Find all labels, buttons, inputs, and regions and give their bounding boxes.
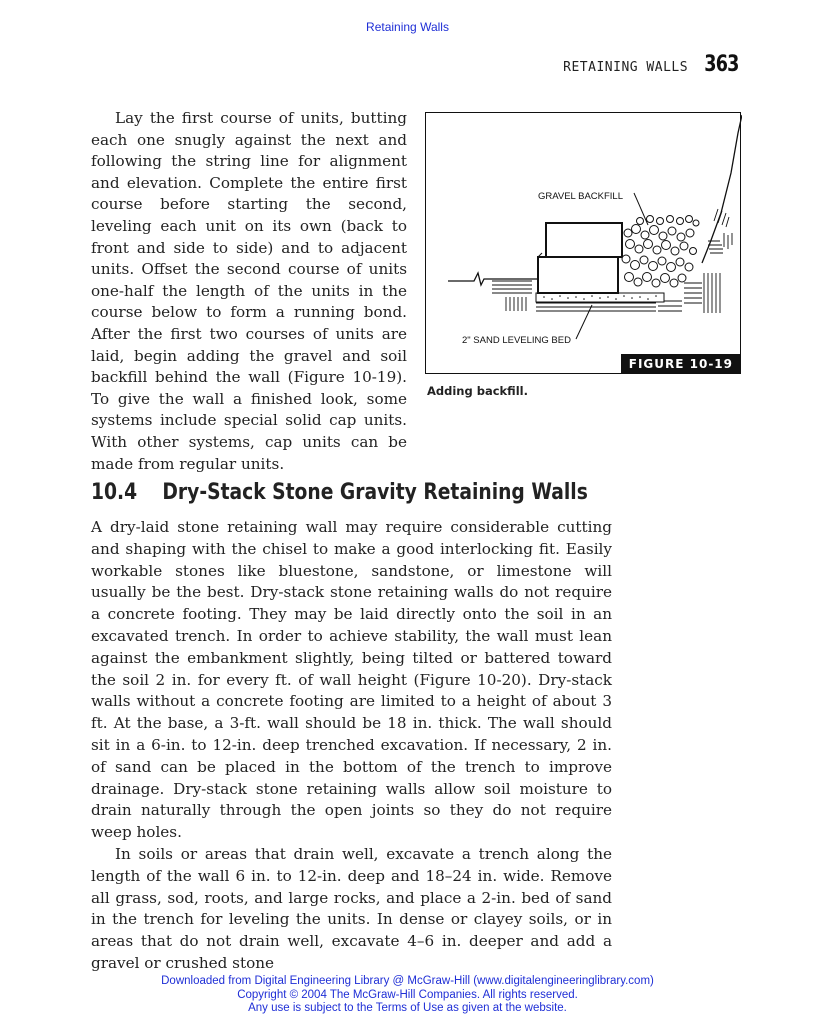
figure-caption: Adding backfill.	[427, 384, 528, 398]
body-paragraph: In soils or areas that drain well, excavate a trench along the length of the wall 6 in. to 12-in. deep and 18–24 in. wide. Remove all grass, sod, roots, and large rocks, and place a 2-in. bed of sand in the trench for leveling the units. In dense or clayey soils, or in areas that do not drain well, excavate 4–6 in. deeper and add a gravel or crushed stone	[91, 844, 612, 972]
sand-leveling-bed-label: 2" SAND LEVELING BED	[462, 335, 571, 346]
book-title-banner: Retaining Walls	[366, 20, 449, 34]
gravel-backfill-label: GRAVEL BACKFILL	[538, 191, 624, 202]
footer-copyright-line: Copyright © 2004 The McGraw-Hill Companies. All rights reserved.	[237, 988, 578, 1001]
figure-number-tag: FIGURE 10-19	[621, 354, 741, 374]
copyright-footer	[0, 975, 815, 1016]
page-number: 363	[704, 52, 739, 77]
section-heading	[91, 480, 588, 505]
running-title: RETAINING WALLS	[563, 60, 689, 75]
footer-terms-line[interactable]: Any use is subject to the Terms of Use as given at the website.	[248, 1002, 567, 1014]
body-text	[91, 517, 612, 975]
footer-download-line[interactable]: Downloaded from Digital Engineering Library @ McGraw-Hill (www.digitalengineeringlibrary.com)	[161, 975, 654, 987]
intro-column	[91, 108, 407, 475]
running-header	[563, 52, 743, 77]
body-paragraph: A dry-laid stone retaining wall may require considerable cutting and shaping with the chisel to make a good interlocking fit. Easily workable stones like bluestone, sandstone, or limestone will usually be the best. Dry-stack stone retaining walls do not require a concrete footing. They may be laid directly onto the soil in an excavated trench. In order to achieve stability, the wall must lean against the embankment slightly, being tilted or battered toward the soil 2 in. for every ft. of wall height (Figure 10-20). Dry-stack walls without a concrete footing are limited to a height of about 3 ft. At the base, a 3-ft. wall should be 18 in. thick. The wall should sit in a 6-in. to 12-in. deep trenched excavation. If necessary, 2 in. of sand can be placed in the bottom of the trench to improve drainage. Dry-stack stone retaining walls allow soil moisture to drain naturally through the open joints so they do not require weep holes.	[91, 518, 612, 842]
intro-paragraph: Lay the first course of units, butting each one snugly against the next and following the string line for alignment and elevation. Complete the entire first course before starting the second, leveling each unit on its own (back to front and side to side) and to adjacent units. Offset the second course of units one-half the length of the units in the course below to form a running bond. After the first two courses of units are laid, begin adding the gravel and soil backfill behind the wall (Figure 10-19). To give the wall a finished look, some systems include special solid cap units. With other systems, cap units can be made from regular units.	[91, 109, 407, 473]
section-title: Dry-Stack Stone Gravity Retaining Walls	[162, 480, 588, 505]
section-number: 10.4	[91, 480, 138, 505]
figure-10-19	[425, 112, 741, 374]
